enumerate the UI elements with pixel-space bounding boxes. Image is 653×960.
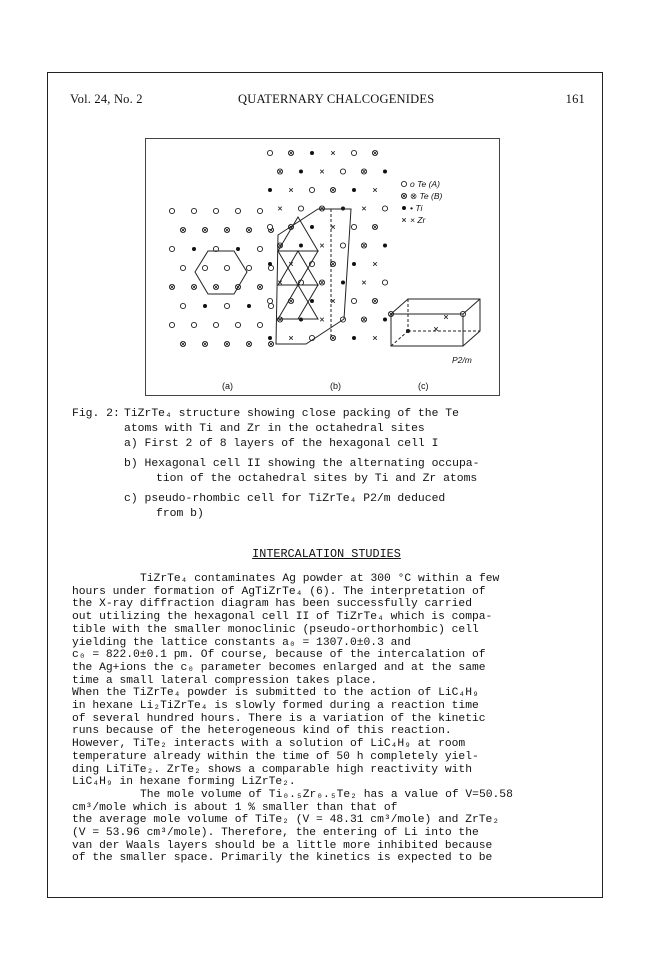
legend-te-b: ⊗ Te (B)	[410, 191, 443, 201]
te-a-atom	[235, 208, 240, 213]
caption-line-2: atoms with Ti and Zr in the octahedral sites	[124, 423, 425, 435]
ti-atom	[268, 188, 272, 192]
te-a-atom	[213, 208, 218, 213]
octahedron-link-1	[278, 251, 318, 285]
zr-atom	[434, 327, 438, 331]
zr-atom	[289, 336, 293, 340]
panel-label-c: (c)	[418, 381, 429, 391]
panel-c-box	[391, 299, 480, 346]
te-a-atom	[257, 322, 262, 327]
ti-atom	[402, 206, 406, 210]
zr-atom	[444, 315, 448, 319]
zr-atom	[402, 218, 406, 222]
volume-label: Vol. 24, No. 2	[70, 92, 143, 106]
te-a-atom	[257, 246, 262, 251]
ti-atom	[383, 170, 387, 174]
ti-atom	[352, 336, 356, 340]
te-a-atom	[235, 322, 240, 327]
rhombic-box-back	[391, 299, 480, 346]
journal-section-title: QUATERNARY CHALCOGENIDES	[238, 92, 435, 106]
te-a-atom	[267, 224, 272, 229]
zr-atom	[373, 336, 377, 340]
te-a-atom	[401, 181, 406, 186]
caption-line-1: TiZrTe₄ structure showing close packing of the Te	[124, 408, 459, 420]
space-group-label: P2/m	[452, 355, 472, 365]
body-line: When the TiZrTe₄ powder is submitted to the action of LiC₄H₉	[72, 687, 479, 700]
zr-atom	[373, 188, 377, 192]
te-a-atom	[257, 208, 262, 213]
body-line: ding LiTiTe₂. ZrTe₂ shows a comparable high reactivity with	[72, 763, 472, 776]
body-line: out utilizing the hexagonal cell II of TiZrTe₄ which is compa-	[72, 611, 493, 624]
caption-item-b-line-1: b) Hexagonal cell II showing the alternating occupa-	[124, 458, 480, 470]
legend-ti: • Ti	[410, 203, 423, 213]
te-a-atom	[351, 150, 356, 155]
panel-label-a: (a)	[222, 381, 233, 391]
caption-item-c-line-2: from b)	[156, 508, 204, 520]
te-a-atom	[340, 243, 345, 248]
section-heading: INTERCALATION STUDIES	[252, 547, 401, 561]
ti-atom	[268, 336, 272, 340]
te-a-atom	[298, 206, 303, 211]
te-a-atom	[267, 298, 272, 303]
body-line: (V = 53.96 cm³/mole). Therefore, the entering of Li into the	[72, 827, 479, 840]
te-a-atom	[351, 298, 356, 303]
zr-atom	[278, 207, 282, 211]
body-text	[72, 573, 587, 865]
zr-atom	[362, 281, 366, 285]
figure-caption	[72, 407, 592, 522]
legend-te-a: o Te (A)	[410, 179, 440, 189]
zr-atom	[331, 151, 335, 155]
body-line: time a small lateral compression takes place.	[72, 674, 378, 687]
te-a-atom	[268, 303, 273, 308]
ti-atom	[383, 318, 387, 322]
ti-atom	[352, 188, 356, 192]
ti-atom	[299, 170, 303, 174]
page-number: 161	[565, 92, 585, 106]
crystal-structure-diagram	[146, 139, 501, 397]
rhombic-box-edge	[463, 299, 480, 314]
ti-atom	[268, 262, 272, 266]
panel-b-cell	[276, 209, 351, 344]
ti-atom	[310, 225, 314, 229]
te-a-atom	[340, 169, 345, 174]
caption-lead: Fig. 2:	[72, 408, 120, 420]
body-line: c₀ = 822.0±0.1 pm. Of course, because of the intercalation of	[72, 649, 486, 662]
body-line: runs because of the heterogeneous kind of this reaction.	[72, 725, 452, 738]
zr-atom	[289, 188, 293, 192]
zr-atom	[320, 170, 324, 174]
body-line: in hexane Li₂TiZrTe₄ is slowly formed during a reaction time	[72, 700, 479, 713]
te-a-atom	[267, 150, 272, 155]
te-a-atom	[169, 322, 174, 327]
body-line: the average mole volume of TiTe₂ (V = 48.31 cm³/mole) and ZrTe₂	[72, 814, 500, 827]
body-line: the Ag+ions the c₀ parameter becomes enlarged and at the same	[72, 661, 486, 674]
ti-atom	[299, 244, 303, 248]
ti-atom	[310, 151, 314, 155]
te-a-atom	[169, 246, 174, 251]
caption-item-c-line-1: c) pseudo-rhombic cell for TiZrTe₄ P2/m deduced	[124, 493, 446, 505]
te-a-atom	[169, 208, 174, 213]
te-a-atom	[180, 303, 185, 308]
caption-item-a: a) First 2 of 8 layers of the hexagonal cell I	[124, 438, 439, 450]
body-line: cm³/mole which is about 1 % smaller than that of	[72, 801, 398, 814]
zr-atom	[320, 318, 324, 322]
panel-label-b: (b)	[330, 381, 341, 391]
structure-figure	[145, 138, 500, 396]
ti-atom	[310, 299, 314, 303]
ti-atom	[383, 244, 387, 248]
te-a-atom	[309, 187, 314, 192]
rhombic-box-hidden-edge-3	[391, 331, 408, 346]
zr-atom	[331, 225, 335, 229]
te-a-atom	[191, 322, 196, 327]
zr-atom	[362, 207, 366, 211]
body-line: yielding the lattice constants a₀ = 1307.0±0.3 and	[72, 636, 411, 649]
caption-item-b-line-2: tion of the octahedral sites by Ti and Zr atoms	[156, 473, 478, 485]
zr-atom	[373, 262, 377, 266]
body-line: the X-ray diffraction diagram has been successfully carried	[72, 598, 472, 611]
body-line: of the smaller space. Primarily the kinetics is expected to be	[72, 852, 493, 865]
te-a-atom	[191, 208, 196, 213]
body-line: of several hundred hours. There is a variation of the kinetic	[72, 712, 486, 725]
rhombic-box-front	[391, 314, 463, 346]
octahedron-2	[278, 251, 318, 285]
ti-atom	[247, 304, 251, 308]
te-a-atom	[224, 303, 229, 308]
ti-atom	[236, 247, 240, 251]
ti-atom	[192, 247, 196, 251]
te-a-atom	[224, 265, 229, 270]
body-line: van der Waals layers should be a little more inhibited because	[72, 839, 493, 852]
te-a-atom	[382, 206, 387, 211]
body-line: LiC₄H₉ in hexane forming LiZrTe₂.	[72, 776, 296, 789]
body-line: However, TiTe₂ interacts with a solution of LiC₄H₉ at room	[72, 738, 466, 751]
te-a-atom	[202, 265, 207, 270]
ti-atom	[341, 281, 345, 285]
te-a-atom	[213, 322, 218, 327]
body-line: TiZrTe₄ contaminates Ag powder at 300 °C within a few	[140, 573, 500, 585]
running-header	[70, 92, 585, 110]
body-line: tible with the smaller monoclinic (pseudo-orthorhombic) cell	[72, 623, 479, 636]
ti-atom	[203, 304, 207, 308]
te-a-atom	[180, 265, 185, 270]
legend-zr: × Zr	[410, 215, 426, 225]
body-line: The mole volume of Ti₀.₅Zr₀.₅Te₂ has a value of V=50.58	[140, 788, 513, 801]
body-line: hours under formation of AgTiZrTe₄ (6). The interpretation of	[72, 585, 486, 598]
te-a-atom	[351, 224, 356, 229]
te-a-atom	[382, 280, 387, 285]
ti-atom	[352, 262, 356, 266]
body-line: temperature already within the time of 50 h completely yiel-	[72, 750, 479, 763]
te-a-atom	[246, 265, 251, 270]
te-a-atom	[268, 265, 273, 270]
zr-atom	[320, 244, 324, 248]
zr-atom	[331, 299, 335, 303]
